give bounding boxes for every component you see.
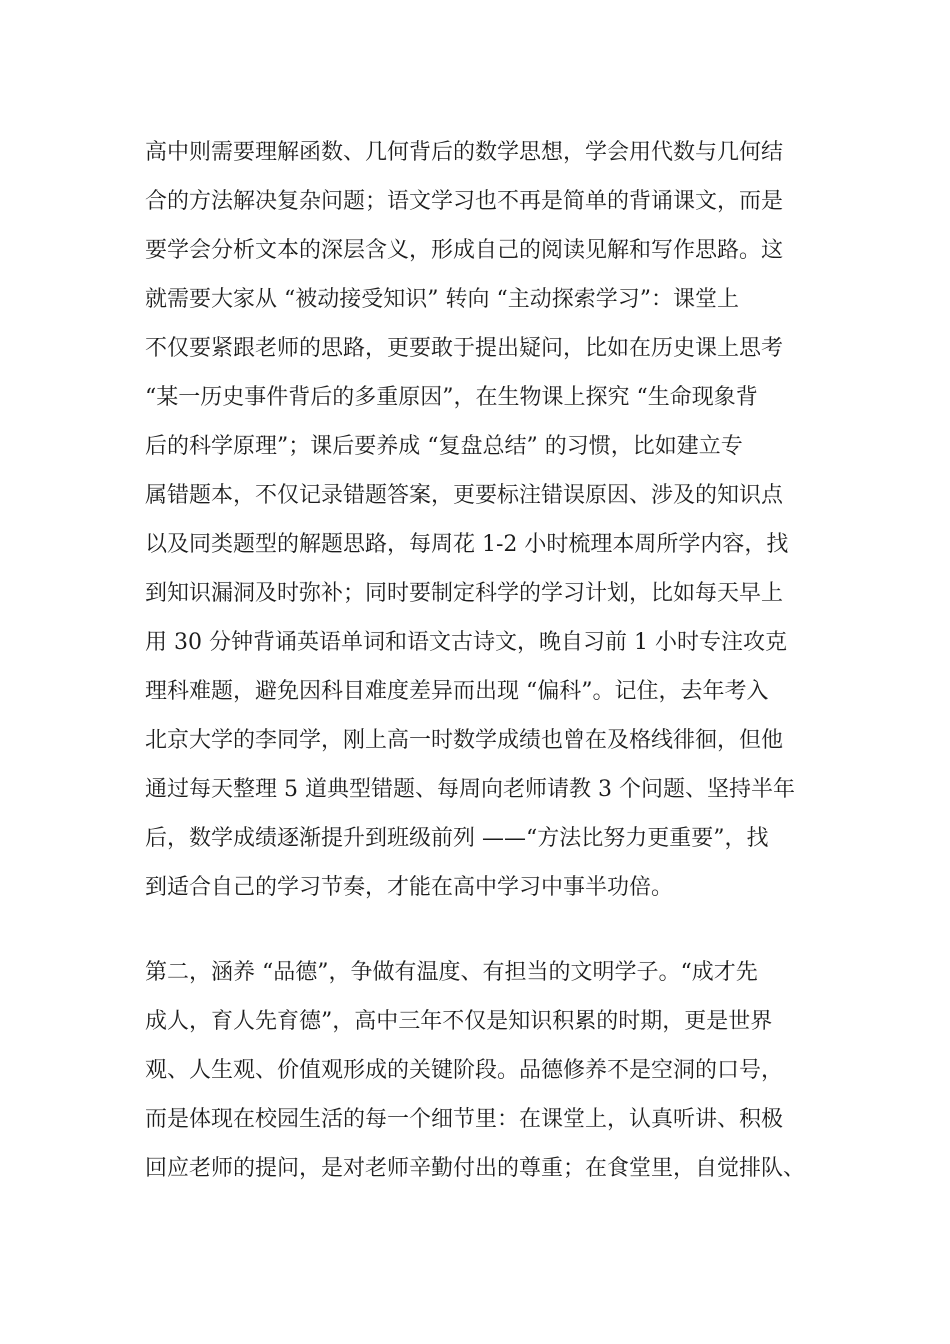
text-line: 要学会分析文本的深层含义，形成自己的阅读见解和写作思路。这: [145, 238, 784, 263]
text-line: 成人，育人先育德”，高中三年不仅是知识积累的时期，更是世界: [145, 1009, 773, 1034]
text-line: 合的方法解决复杂问题；语文学习也不再是简单的背诵课文，而是: [145, 189, 784, 214]
text-line: 后，数学成绩逐渐提升到班级前列 ——“方法比努力更重要”，找: [145, 826, 769, 851]
text-line: 第二，涵养 “品德”，争做有温度、有担当的文明学子。“成才先: [145, 960, 758, 985]
text-line: 而是体现在校园生活的每一个细节里：在课堂上，认真听讲、积极: [145, 1107, 784, 1132]
text-line: 属错题本，不仅记录错题答案，更要标注错误原因、涉及的知识点: [145, 483, 784, 508]
text-line: 通过每天整理 5 道典型错题、每周向老师请教 3 个问题、坚持半年: [145, 777, 795, 802]
text-line: 用 30 分钟背诵英语单词和语文古诗文，晚自习前 1 小时专注攻克: [145, 630, 787, 655]
text-line: 理科难题，避免因科目难度差异而出现 “偏科”。记住，去年考入: [145, 679, 769, 704]
text-line: 高中则需要理解函数、几何背后的数学思想，学会用代数与几何结: [145, 140, 784, 165]
text-line: 以及同类题型的解题思路，每周花 1-2 小时梳理本周所学内容，找: [145, 532, 789, 557]
text-line: 就需要大家从 “被动接受知识” 转向 “主动探索学习”：课堂上: [145, 287, 739, 312]
text-line: 后的科学原理”；课后要养成 “复盘总结” 的习惯，比如建立专: [145, 434, 743, 459]
text-line: 北京大学的李同学，刚上高一时数学成绩也曾在及格线徘徊，但他: [145, 728, 784, 753]
paragraph-moral-character: [145, 948, 835, 1193]
text-line: “某一历史事件背后的多重原因”，在生物课上探究 “生命现象背: [145, 385, 758, 410]
text-line: 到适合自己的学习节奏，才能在高中学习中事半功倍。: [145, 875, 674, 900]
paragraph-study-methods: [145, 128, 835, 912]
text-line: 不仅要紧跟老师的思路，更要敢于提出疑问，比如在历史课上思考: [145, 336, 784, 361]
text-line: 到知识漏洞及时弥补；同时要制定科学的学习计划，比如每天早上: [145, 581, 784, 606]
text-line: 回应老师的提问，是对老师辛勤付出的尊重；在食堂里，自觉排队、: [145, 1156, 806, 1181]
text-line: 观、人生观、价值观形成的关键阶段。品德修养不是空洞的口号，: [145, 1058, 784, 1083]
